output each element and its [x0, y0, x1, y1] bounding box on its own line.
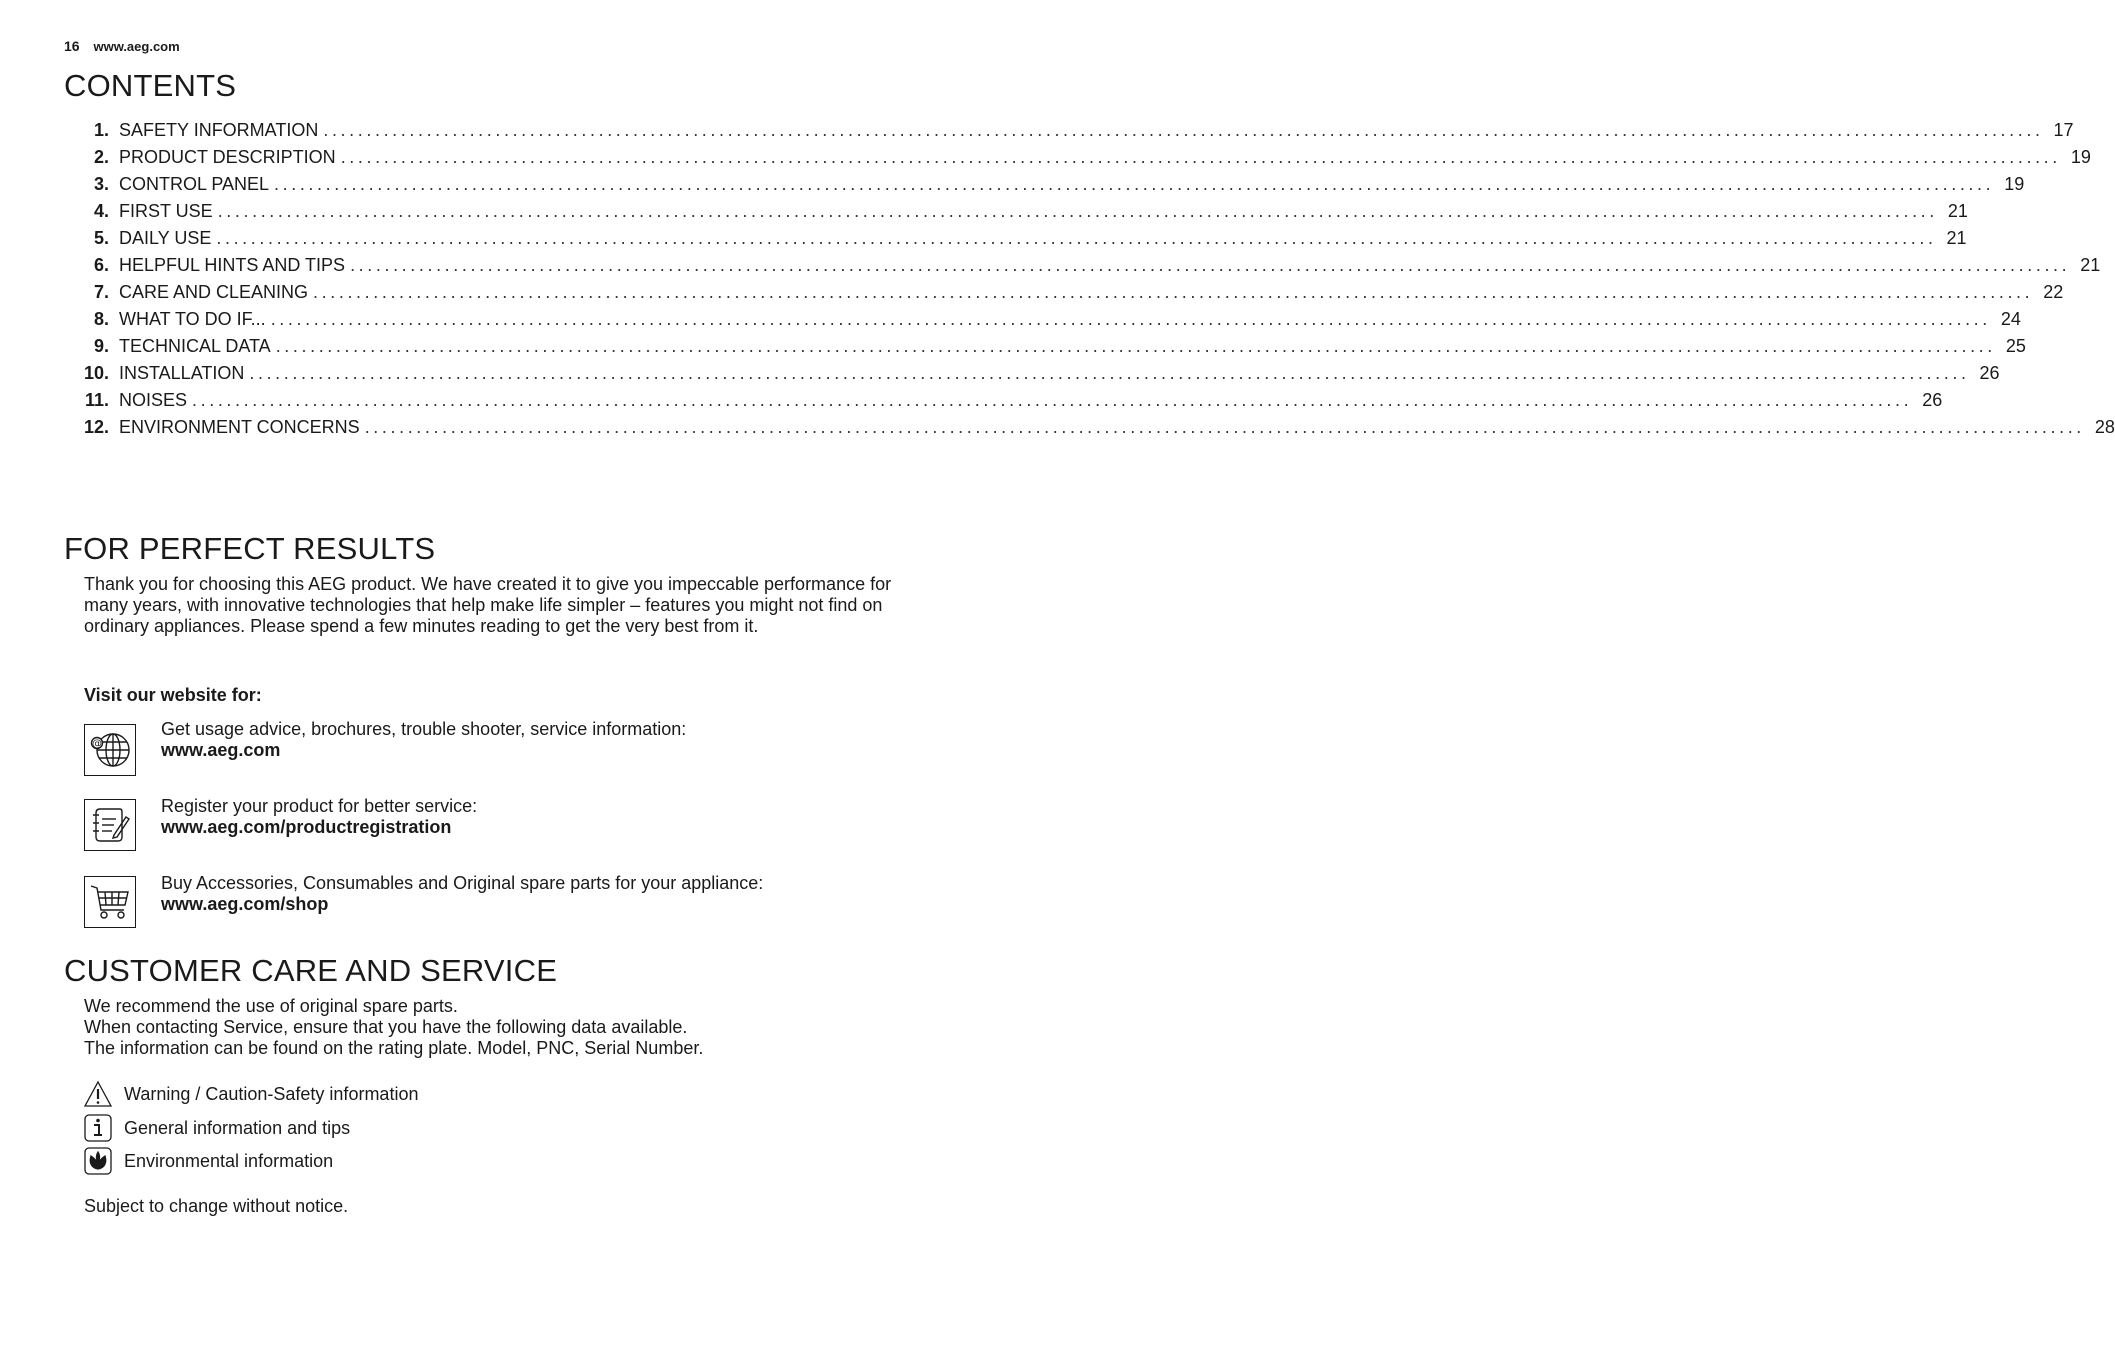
registration-form-icon: [84, 799, 136, 851]
toc-entry-6[interactable]: [64, 255, 2101, 282]
toc-leader: ........................................................................................................................................................................................................: [364, 417, 2085, 437]
toc-entry-7[interactable]: [64, 282, 2064, 309]
link-description: Get usage advice, brochures, trouble shooter, service information:: [161, 719, 687, 739]
toc-number: 3.: [93, 174, 109, 194]
toc-leader: ........................................................................................................................................................................................................: [216, 228, 1937, 248]
toc-leader: ........................................................................................................................................................................................................: [323, 120, 2044, 140]
toc-title: PRODUCT DESCRIPTION: [119, 147, 336, 167]
care-paragraph: [84, 996, 896, 1059]
care-line: We recommend the use of original spare parts.: [84, 996, 458, 1016]
toc-entry-9[interactable]: [64, 336, 2026, 363]
globe-at-icon: [84, 724, 136, 776]
table-of-contents: [64, 120, 2115, 444]
page-header: [64, 38, 180, 54]
toc-number: 10.: [83, 363, 109, 383]
toc-number: 7.: [93, 282, 109, 302]
toc-page: 17: [2053, 120, 2074, 140]
toc-leader: ........................................................................................................................................................................................................: [313, 282, 2034, 302]
toc-leader: ........................................................................................................................................................................................................: [217, 201, 1938, 221]
toc-entry-5[interactable]: [64, 228, 1967, 255]
link-description: Buy Accessories, Consumables and Original spare parts for your appliance:: [161, 873, 764, 893]
toc-title: CARE AND CLEANING: [119, 282, 309, 302]
toc-page: 21: [2080, 255, 2101, 275]
intro-paragraph: Thank you for choosing this AEG product. We have created it to give you impeccable performance for many years, with innovative technologies that help make life simpler – features you might not find on ordinary appliances. Please spend a few minutes reading to get the very best from it.: [84, 574, 892, 636]
toc-entry-8[interactable]: [64, 309, 2021, 336]
toc-page: 21: [1947, 201, 1968, 221]
legend-label: Environmental information: [124, 1151, 334, 1171]
toc-entry-11[interactable]: [64, 390, 1943, 417]
toc-title: DAILY USE: [119, 228, 212, 248]
toc-title: FIRST USE: [119, 201, 213, 221]
care-heading: CUSTOMER CARE AND SERVICE: [64, 953, 558, 988]
link-description: Register your product for better service:: [161, 796, 478, 816]
toc-entry-4[interactable]: [64, 201, 1968, 228]
toc-number: 4.: [93, 201, 109, 221]
toc-page: 26: [1922, 390, 1943, 410]
care-line: The information can be found on the rating plate. Model, PNC, Serial Number.: [84, 1038, 704, 1058]
warning-triangle-icon: [84, 1080, 112, 1108]
toc-number: 1.: [93, 120, 109, 140]
toc-entry-12[interactable]: [64, 417, 2115, 444]
toc-page: 25: [2005, 336, 2026, 356]
svg-text:@: @: [92, 738, 102, 750]
toc-page: 19: [2004, 174, 2025, 194]
toc-entry-1[interactable]: [64, 120, 2074, 147]
toc-leader: ........................................................................................................................................................................................................: [350, 255, 2071, 275]
toc-title: NOISES: [119, 390, 188, 410]
toc-leader: ........................................................................................................................................................................................................: [275, 336, 1996, 356]
toc-leader: ........................................................................................................................................................................................................: [192, 390, 1913, 410]
toc-page: 22: [2043, 282, 2064, 302]
toc-page: 26: [1979, 363, 2000, 383]
toc-leader: ........................................................................................................................................................................................................: [270, 309, 1991, 329]
toc-number: 6.: [93, 255, 109, 275]
toc-title: ENVIRONMENT CONCERNS: [119, 417, 360, 437]
toc-entry-3[interactable]: [64, 174, 2025, 201]
care-line: When contacting Service, ensure that you have the following data available.: [84, 1017, 688, 1037]
toc-title: SAFETY INFORMATION: [119, 120, 319, 140]
header-site-url[interactable]: www.aeg.com: [93, 39, 180, 54]
registration-url[interactable]: www.aeg.com/productregistration: [161, 817, 452, 837]
shopping-cart-icon: [84, 876, 136, 928]
shop-url[interactable]: www.aeg.com/shop: [161, 894, 329, 914]
website-url[interactable]: www.aeg.com: [161, 740, 281, 760]
toc-leader: ........................................................................................................................................................................................................: [340, 147, 2061, 167]
toc-page: 19: [2070, 147, 2091, 167]
toc-title: CONTROL PANEL: [119, 174, 270, 194]
toc-page: 24: [2000, 309, 2021, 329]
toc-title: INSTALLATION: [119, 363, 245, 383]
contents-heading: CONTENTS: [64, 68, 237, 103]
toc-number: 12.: [83, 417, 109, 437]
environment-icon: [84, 1147, 112, 1175]
change-notice: Subject to change without notice.: [84, 1196, 349, 1216]
toc-page: 28: [2094, 417, 2115, 437]
toc-leader: ........................................................................................................................................................................................................: [274, 174, 1995, 194]
results-heading: FOR PERFECT RESULTS: [64, 531, 436, 566]
info-icon: [84, 1114, 112, 1142]
toc-entry-2[interactable]: [64, 147, 2091, 174]
visit-label: Visit our website for:: [84, 685, 262, 705]
toc-page: 21: [1946, 228, 1967, 248]
toc-number: 5.: [93, 228, 109, 248]
toc-leader: ........................................................................................................................................................................................................: [249, 363, 1970, 383]
toc-number: 9.: [93, 336, 109, 356]
toc-title: HELPFUL HINTS AND TIPS: [119, 255, 346, 275]
toc-number: 2.: [93, 147, 109, 167]
legend-label: Warning / Caution-Safety information: [124, 1084, 419, 1104]
toc-title: TECHNICAL DATA: [119, 336, 271, 356]
toc-number: 11.: [84, 390, 109, 410]
legend-label: General information and tips: [124, 1118, 351, 1138]
toc-entry-10[interactable]: [64, 363, 2000, 390]
page-number: 16: [64, 38, 80, 54]
toc-number: 8.: [93, 309, 109, 329]
toc-title: WHAT TO DO IF...: [119, 309, 266, 329]
